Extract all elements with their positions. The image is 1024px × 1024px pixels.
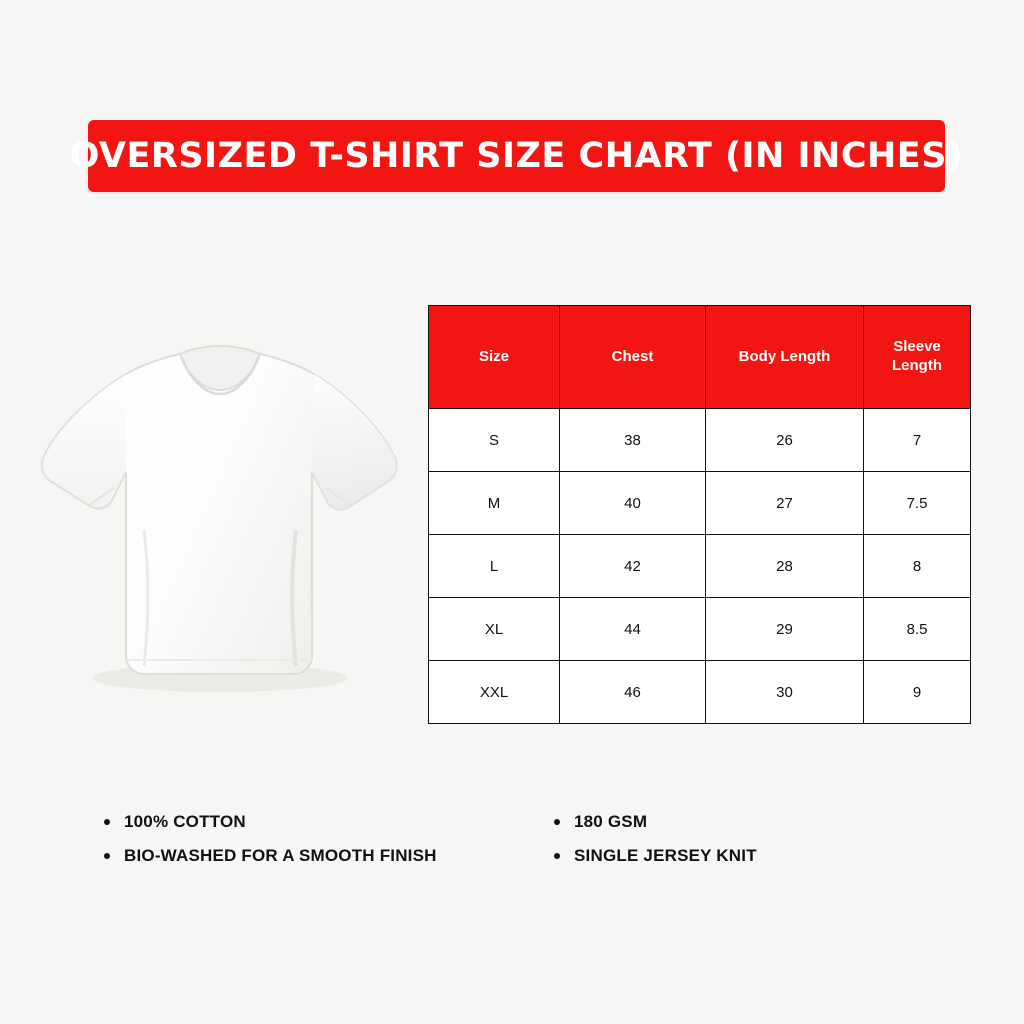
cell-sleeve-length: 8 <box>864 535 971 598</box>
table-body <box>429 409 971 724</box>
feature-column-left <box>104 812 554 867</box>
table-row <box>429 535 971 598</box>
cell-chest: 42 <box>560 535 706 598</box>
cell-size: M <box>429 472 560 535</box>
cell-body-length: 29 <box>706 598 864 661</box>
tshirt-icon <box>30 330 410 710</box>
feature-list <box>104 812 924 867</box>
feature-label: BIO-WASHED FOR A SMOOTH FINISH <box>124 846 437 866</box>
tshirt-illustration <box>30 330 410 710</box>
bullet-icon <box>104 819 110 825</box>
table-row <box>429 409 971 472</box>
feature-label: 180 GSM <box>574 812 648 831</box>
column-header-body-length: Body Length <box>706 306 864 409</box>
bullet-icon <box>554 819 560 825</box>
table-header-row <box>429 306 971 409</box>
cell-body-length: 28 <box>706 535 864 598</box>
cell-chest: 46 <box>560 661 706 724</box>
cell-size: XXL <box>429 661 560 724</box>
page-title: OVERSIZED T-SHIRT SIZE CHART (IN INCHES) <box>69 136 964 176</box>
title-banner <box>69 120 964 192</box>
table-row <box>429 661 971 724</box>
feature-label: SINGLE JERSEY KNIT <box>574 846 757 866</box>
column-header-size: Size <box>429 306 560 409</box>
size-chart-table <box>428 305 971 724</box>
table-row <box>429 472 971 535</box>
cell-sleeve-length: 8.5 <box>864 598 971 661</box>
table-row <box>429 598 971 661</box>
bullet-icon <box>104 853 110 859</box>
column-header-sleeve-length: Sleeve Length <box>864 306 971 409</box>
cell-body-length: 30 <box>706 661 864 724</box>
cell-body-length: 27 <box>706 472 864 535</box>
cell-size: XL <box>429 598 560 661</box>
feature-label: 100% COTTON <box>124 812 246 831</box>
table-header <box>429 306 971 409</box>
list-item <box>104 812 554 832</box>
cell-chest: 44 <box>560 598 706 661</box>
cell-size: L <box>429 535 560 598</box>
list-item <box>104 846 554 866</box>
column-header-chest: Chest <box>560 306 706 409</box>
cell-chest: 40 <box>560 472 706 535</box>
list-item <box>554 846 924 866</box>
feature-column-right <box>554 812 924 867</box>
cell-body-length: 26 <box>706 409 864 472</box>
cell-chest: 38 <box>560 409 706 472</box>
cell-size: S <box>429 409 560 472</box>
list-item <box>554 812 924 832</box>
bullet-icon <box>554 853 560 859</box>
cell-sleeve-length: 9 <box>864 661 971 724</box>
cell-sleeve-length: 7.5 <box>864 472 971 535</box>
cell-sleeve-length: 7 <box>864 409 971 472</box>
